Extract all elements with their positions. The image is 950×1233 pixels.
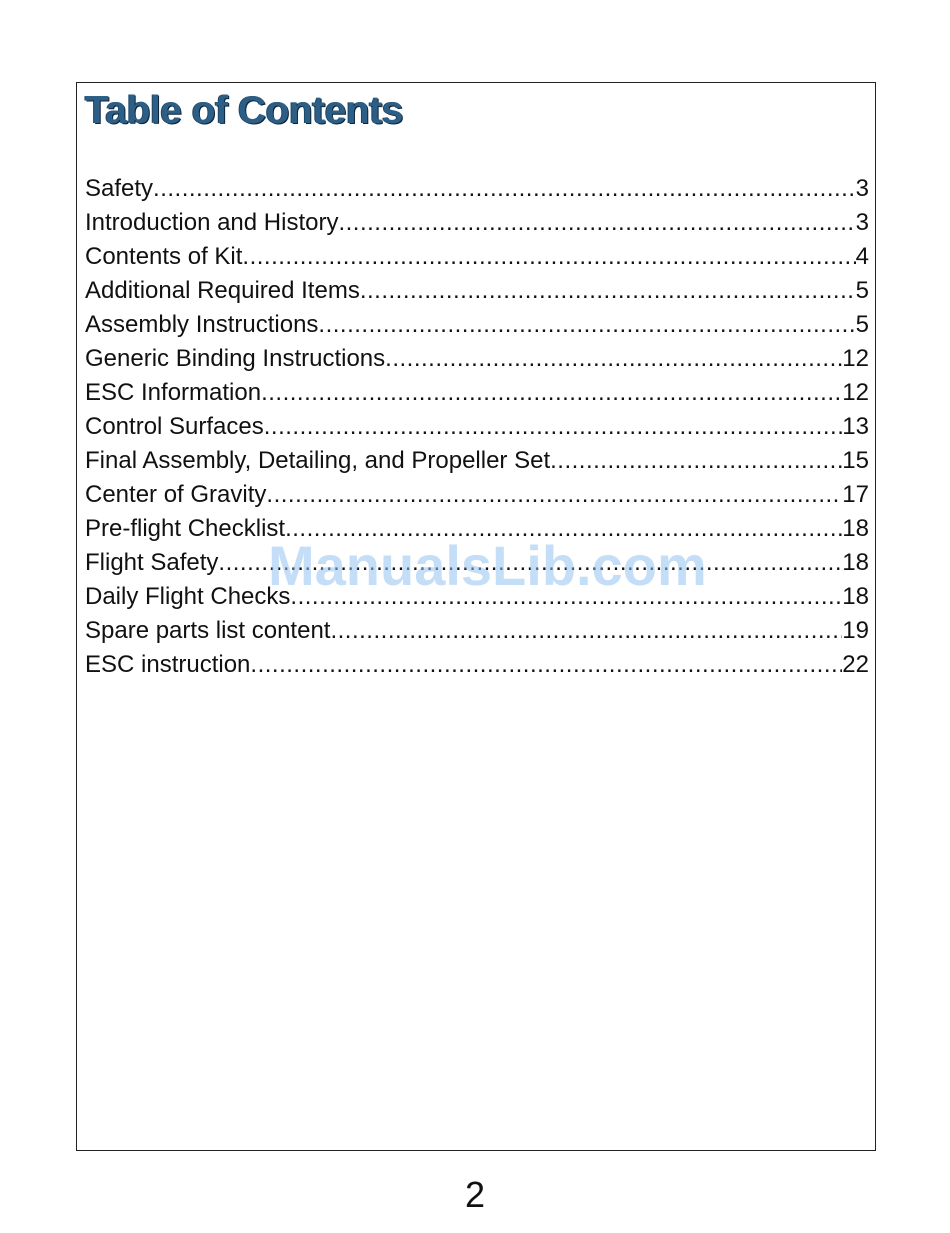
toc-leader-dots — [318, 308, 855, 342]
toc-leader-dots — [261, 376, 842, 410]
toc-entry-page: 22 — [842, 651, 869, 678]
toc-entry-safety[interactable] — [85, 172, 869, 206]
toc-entry-page: 17 — [842, 481, 869, 508]
page-frame — [76, 82, 876, 1151]
toc-entry-page: 13 — [842, 413, 869, 440]
toc-entry-page: 18 — [842, 515, 869, 542]
toc-list — [85, 172, 869, 682]
toc-leader-dots — [338, 206, 855, 240]
toc-entry-label: Introduction and History — [85, 209, 339, 236]
toc-entry-label: Spare parts list content — [85, 617, 331, 644]
toc-entry-label: Final Assembly, Detailing, and Propeller Set — [85, 447, 551, 474]
toc-entry-page: 5 — [855, 311, 869, 338]
toc-entry-esc-instruction[interactable] — [85, 648, 869, 682]
toc-entry-contents-of-kit[interactable] — [85, 240, 869, 274]
toc-leader-dots — [385, 342, 842, 376]
toc-entry-label: ESC Information — [85, 379, 262, 406]
toc-leader-dots — [550, 444, 842, 478]
toc-entry-page: 4 — [855, 243, 869, 270]
toc-entry-label: Daily Flight Checks — [85, 583, 291, 610]
toc-entry-label: Generic Binding Instructions — [85, 345, 386, 372]
toc-entry-page: 12 — [842, 345, 869, 372]
toc-leader-dots — [218, 546, 842, 580]
toc-leader-dots — [266, 478, 842, 512]
toc-entry-control-surfaces[interactable] — [85, 410, 869, 444]
toc-entry-page: 15 — [842, 447, 869, 474]
toc-entry-page: 19 — [842, 617, 869, 644]
toc-entry-label: Control Surfaces — [85, 413, 264, 440]
toc-entry-flight-safety[interactable] — [85, 546, 869, 580]
toc-entry-label: Flight Safety — [85, 549, 219, 576]
toc-entry-daily-flight-checks[interactable] — [85, 580, 869, 614]
toc-leader-dots — [360, 274, 856, 308]
toc-entry-label: Additional Required Items — [85, 277, 360, 304]
toc-entry-label: Safety — [85, 175, 154, 202]
toc-entry-introduction-and-history[interactable] — [85, 206, 869, 240]
toc-entry-spare-parts-list[interactable] — [85, 614, 869, 648]
toc-entry-generic-binding-instructions[interactable] — [85, 342, 869, 376]
toc-entry-final-assembly[interactable] — [85, 444, 869, 478]
toc-entry-label: ESC instruction — [85, 651, 251, 678]
toc-entry-label: Contents of Kit — [85, 243, 243, 270]
toc-entry-pre-flight-checklist[interactable] — [85, 512, 869, 546]
toc-leader-dots — [290, 580, 842, 614]
page-number: 2 — [464, 1174, 486, 1215]
toc-entry-label: Assembly Instructions — [85, 311, 319, 338]
toc-leader-dots — [264, 410, 843, 444]
toc-entry-additional-required-items[interactable] — [85, 274, 869, 308]
toc-entry-label: Center of Gravity — [85, 481, 267, 508]
toc-leader-dots — [153, 172, 856, 206]
toc-leader-dots — [250, 648, 842, 682]
toc-entry-center-of-gravity[interactable] — [85, 478, 869, 512]
toc-entry-assembly-instructions[interactable] — [85, 308, 869, 342]
toc-entry-page: 3 — [855, 209, 869, 236]
toc-leader-dots — [285, 512, 842, 546]
toc-entry-page: 3 — [855, 175, 869, 202]
watermark: ManualsLib.com — [268, 534, 707, 597]
toc-entry-label: Pre-flight Checklist — [85, 515, 286, 542]
toc-title: Table of Contents — [85, 89, 403, 132]
toc-leader-dots — [242, 240, 855, 274]
toc-entry-page: 18 — [842, 549, 869, 576]
toc-entry-page: 12 — [842, 379, 869, 406]
toc-leader-dots — [330, 614, 842, 648]
toc-entry-page: 18 — [842, 583, 869, 610]
toc-entry-esc-information[interactable] — [85, 376, 869, 410]
toc-entry-page: 5 — [855, 277, 869, 304]
